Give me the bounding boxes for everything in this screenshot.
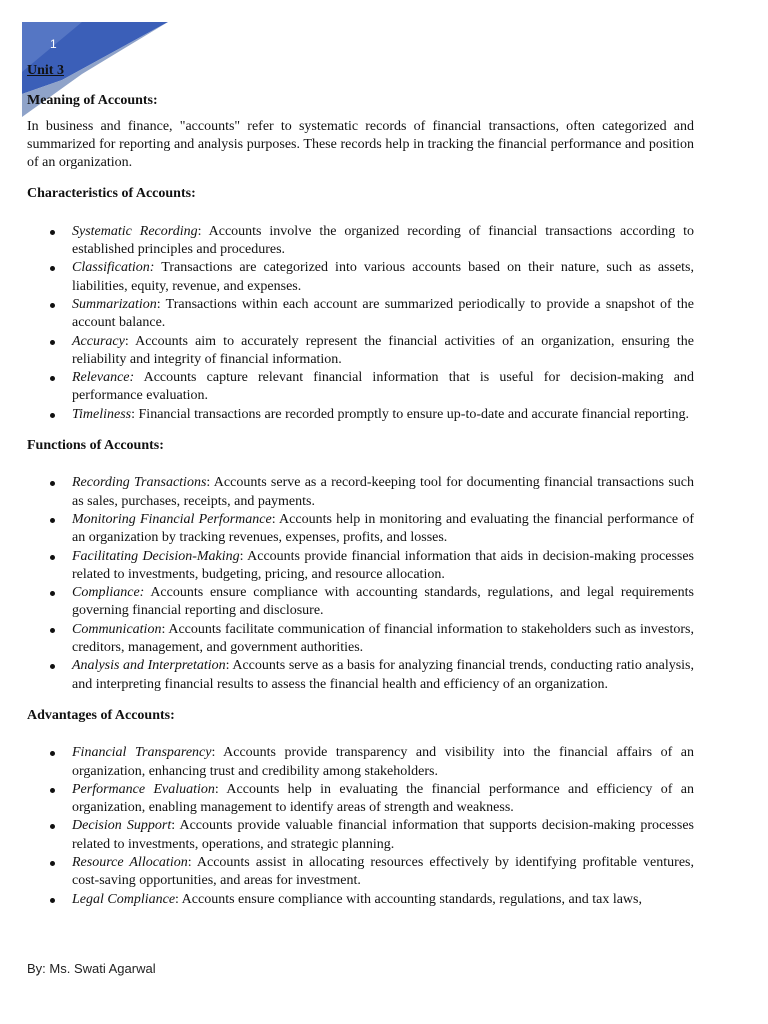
bullet-list xyxy=(27,223,694,424)
list-item xyxy=(27,223,694,260)
list-item-term: Analysis and Interpretation xyxy=(72,658,226,674)
list-item xyxy=(27,406,694,424)
list-item xyxy=(27,584,694,621)
list-item-term: Classification: xyxy=(72,260,155,276)
list-item-text: Accounts provide transparency and visibility into the financial affairs of an organization, enhancing trust and credibility among stakeholders. xyxy=(72,745,694,779)
list-item-term: Communication xyxy=(72,621,162,637)
list-item-text: Accounts serve as a record-keeping tool for documenting financial transactions such as sales, purchases, receipts, and payments. xyxy=(72,475,694,509)
list-item-term: Decision Support xyxy=(72,818,172,834)
page-number: 1 xyxy=(50,37,57,51)
list-item-term: Monitoring Financial Performance xyxy=(72,511,272,527)
list-item-separator: : xyxy=(206,475,211,491)
list-item-separator: : xyxy=(171,818,176,834)
list-item-text: Accounts capture relevant financial information that is useful for decision-making and performance evaluation. xyxy=(72,370,694,404)
list-item-text: Accounts provide valuable financial information that supports decision-making processes related to investments, operations, and strategic planning. xyxy=(72,818,694,852)
list-item xyxy=(27,369,694,406)
list-item-text: Accounts aim to accurately represent the financial activities of an organization, ensuring the reliability and integrity of financial information. xyxy=(72,333,694,367)
list-item xyxy=(27,548,694,585)
list-item-text: Transactions are categorized into various accounts based on their nature, such as assets, liabilities, equity, revenue, and expenses. xyxy=(72,260,694,294)
list-item xyxy=(27,474,694,511)
list-item-text: Transactions within each account are summarized periodically to provide a snapshot of the account balance. xyxy=(72,296,694,331)
list-item xyxy=(27,621,694,658)
list-item xyxy=(27,333,694,370)
section-heading: Functions of Accounts: xyxy=(27,438,164,454)
list-item-text: Accounts involve the organized recording of financial transactions according to established principles and procedures. xyxy=(72,223,695,258)
list-item-separator: : xyxy=(197,223,202,239)
list-item-text: Accounts ensure compliance with accounting standards, regulations, and tax laws, xyxy=(178,891,642,907)
list-item-text: Financial transactions are recorded promptly to ensure up-to-date and accurate financial reporting. xyxy=(135,406,689,422)
list-item xyxy=(27,781,694,818)
list-item-separator: : xyxy=(211,745,216,761)
section-heading: Characteristics of Accounts: xyxy=(27,186,196,202)
list-item-text: Accounts serve as a basis for analyzing financial trends, conducting ratio analysis, and interpreting financial results to assess the financial health and efficiency of an organization. xyxy=(72,658,695,692)
bullet-list xyxy=(27,474,694,694)
list-item-separator: : xyxy=(156,296,161,312)
unit-title: Unit 3 xyxy=(27,63,64,78)
bullet-list xyxy=(27,744,694,909)
list-item-term: Legal Compliance xyxy=(72,891,176,907)
list-item xyxy=(27,854,694,891)
list-item-term: Facilitating Decision-Making xyxy=(72,548,240,564)
list-item-term: Accuracy xyxy=(72,333,125,349)
list-item-text: Accounts assist in allocating resources effectively by identifying profitable ventures, cost-saving opportunities, and areas for investment. xyxy=(72,854,694,889)
meaning-heading: Meaning of Accounts: xyxy=(27,93,158,109)
list-item xyxy=(27,657,694,694)
list-item-separator: : xyxy=(131,406,136,422)
meaning-paragraph: In business and finance, "accounts" refer to systematic records of financial transactions, often categorized and summarized for reporting and analysis purposes. These records help in tracking the financial performance and position of an organization. xyxy=(27,118,694,171)
list-item-text: Accounts ensure compliance with accounting standards, regulations, and legal requirements governing financial reporting and disclosure. xyxy=(72,585,694,619)
list-item-separator: : xyxy=(239,548,244,564)
list-item-separator: : xyxy=(187,854,192,870)
list-item xyxy=(27,296,694,333)
footer-author: By: Ms. Swati Agarwal xyxy=(27,961,156,976)
list-item-term: Summarization xyxy=(72,296,157,312)
list-item-separator: : xyxy=(161,621,166,637)
list-item-separator: : xyxy=(124,333,129,349)
list-item-term: Timeliness xyxy=(72,406,132,422)
sections-container xyxy=(27,185,694,908)
section-heading: Advantages of Accounts: xyxy=(27,707,175,723)
list-item-term: Recording Transactions xyxy=(72,475,207,491)
list-item xyxy=(27,259,694,296)
list-item-term: Systematic Recording xyxy=(72,223,198,239)
list-item xyxy=(27,891,694,909)
list-item-term: Financial Transparency xyxy=(72,745,212,761)
list-item-separator: : xyxy=(214,781,219,797)
list-item-text: Accounts help in evaluating the financial performance and efficiency of an organization, enabling management to identify areas of strength and weakness. xyxy=(72,781,694,816)
list-item-separator: : xyxy=(225,658,230,674)
list-item-term: Resource Allocation xyxy=(72,854,188,870)
list-item-term: Relevance: xyxy=(72,370,135,386)
list-item-term: Compliance: xyxy=(72,585,145,601)
list-item xyxy=(27,511,694,548)
list-item xyxy=(27,744,694,781)
list-item-term: Performance Evaluation xyxy=(72,781,215,797)
list-item-text: Accounts facilitate communication of financial information to stakeholders such as investors, creditors, management, and government authorities. xyxy=(72,621,694,656)
list-item-separator: : xyxy=(271,511,276,527)
list-item-separator: : xyxy=(175,891,179,907)
list-item xyxy=(27,817,694,854)
list-item-text: Accounts provide financial information that aids in decision-making processes related to investments, budgeting, pricing, and resource allocation. xyxy=(72,548,695,582)
list-item-text: Accounts help in monitoring and evaluating the financial performance of an organization by tracking revenues, expenses, profits, and losses. xyxy=(72,511,694,546)
document-body xyxy=(27,62,694,909)
